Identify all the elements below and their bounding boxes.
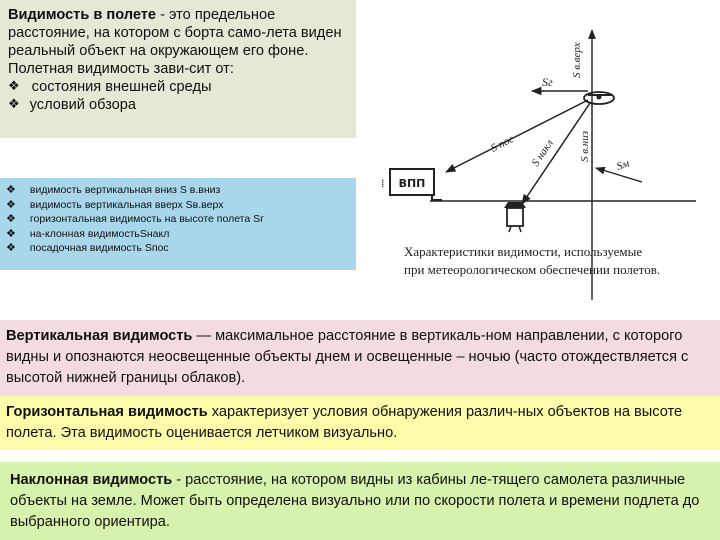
diamond-bullet-icon: ❖ [6,241,16,254]
runway-label: ВПП [398,177,426,190]
runway-box [381,168,442,200]
label-s-m: Sм [615,157,631,173]
diamond-bullet-icon: ❖ [6,226,16,240]
intro-bullet-text: условий обзора [29,97,137,113]
list-item [6,227,350,242]
horizontal-visibility-box [0,396,720,450]
landing-visibility-line [446,100,588,172]
intro-text: - это предельное расстояние, на котором с борта само-лета виден реальный объект на окружающем его фоне. Полетная видимость зави-сит от: [8,7,342,77]
label-s-nakl: S накл [529,137,556,169]
list-item-text: посадочная видимость Sпос [29,242,169,254]
vertical-term: Вертикальная видимость [6,328,193,344]
vertical-visibility-box [0,320,720,396]
diagram-caption [404,243,714,279]
diamond-bullet-icon: ❖ [6,197,16,211]
caption-line: при метеорологическом обеспечении полетов. [404,262,661,277]
edge-marks: ⁞ [381,177,385,190]
list-item-text: видимость вертикальная вниз S в.вниз [29,184,221,196]
caption-line: Характеристики видимости, используемые [404,244,643,259]
horizontal-text: характеризует условия обнаружения различ-ных объектов на высоте полета. Эта видимость оценивается летчиком визуально. [6,404,683,441]
list-item-text: видимость вертикальная вверх Sв.верх [29,198,224,211]
list-item [6,198,350,213]
label-s-up: S в.верх [571,42,583,78]
visibility-types-box [0,178,356,270]
diamond-bullet-icon: ❖ [8,97,20,112]
diamond-bullet-icon: ❖ [6,212,16,225]
list-item-text: на-клонная видимостьSнакл [29,227,170,240]
intro-paragraph [8,6,348,78]
aircraft-icon [584,92,614,104]
inclined-visibility-box [0,462,720,540]
list-item [6,212,350,227]
horizontal-term: Горизонтальная видимость [6,404,208,420]
ground-object-icon [504,202,526,232]
list-item-text: горизонтальная видимость на высоте полета Sг [29,213,264,225]
intro-bullet-text: состояния внешней среды [31,79,212,95]
label-s-down: S в.низ [579,130,591,162]
vertical-text: — максимальное расстояние в вертикаль-ном направлении, с которого видны и опознаются неосвещенные объекты днем и освещенные – ночью (часто отождествляется с высотой нижней границы облаков). [6,328,689,386]
list-item [6,183,350,198]
label-s-pos: S пос [488,133,516,155]
intro-box [0,0,356,138]
list-item [6,241,350,256]
intro-bullet [8,78,348,96]
diamond-bullet-icon: ❖ [6,183,16,196]
inclined-text: - расстояние, на котором видны из кабины ле-тящего самолета различные объекты на земле. Может быть определена визуально или по скорости полета и времени подлета до выбранного ориентира. [10,472,700,530]
label-s-g: Sг [542,75,553,89]
intro-bullet [8,96,348,114]
inclined-term: Наклонная видимость [10,472,173,488]
diamond-bullet-icon: ❖ [8,79,20,94]
intro-term: Видимость в полете [8,7,157,23]
